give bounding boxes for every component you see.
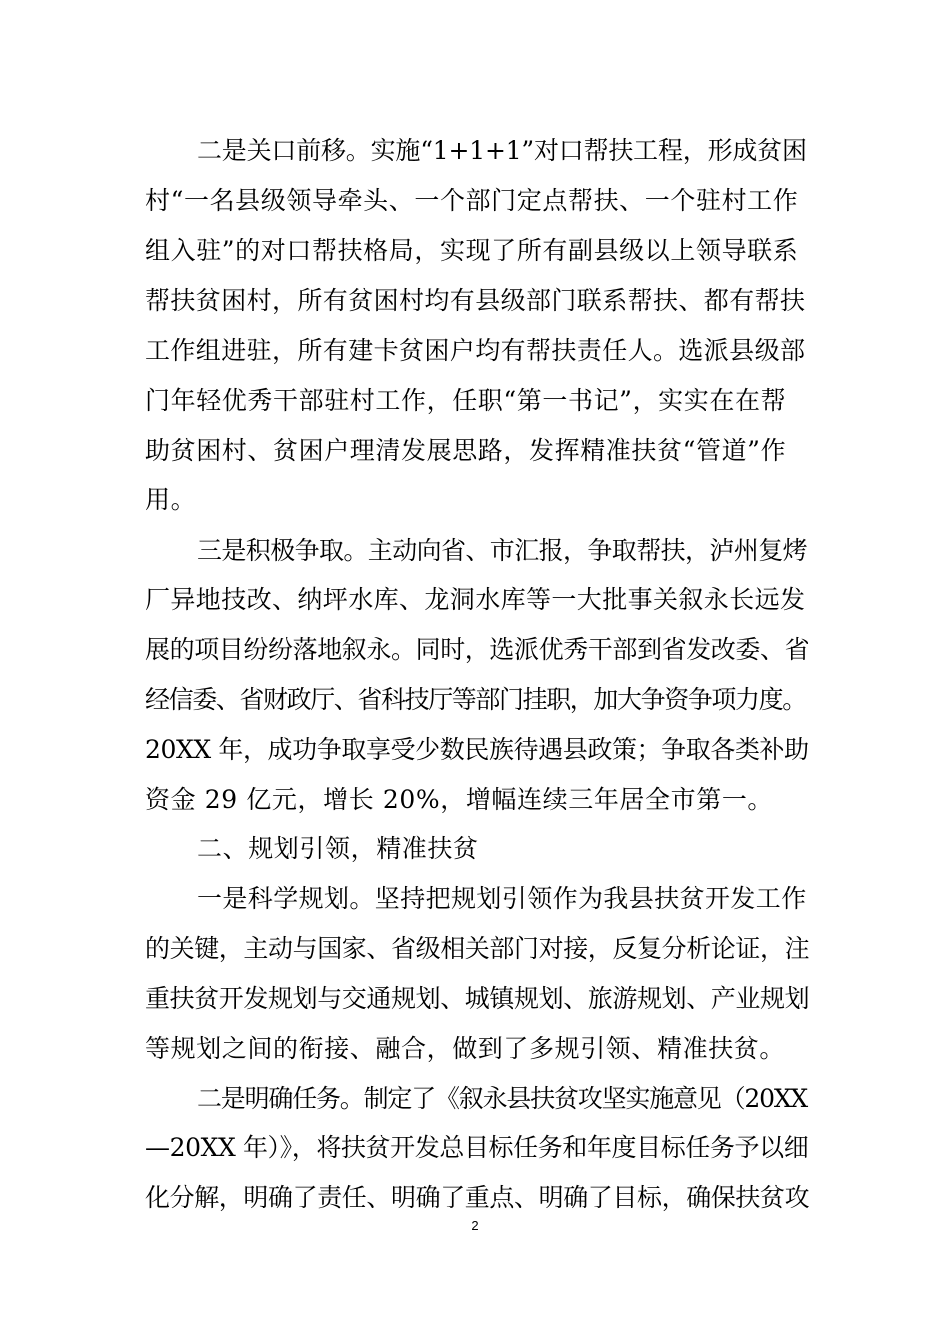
text-line: 帮扶贫困村，所有贫困村均有县级部门联系帮扶、都有帮扶 [145, 286, 806, 315]
text-line: 二是关口前移。实施“1+1+1”对口帮扶工程，形成贫困 [197, 136, 807, 165]
text-line: 20XX 年，成功争取享受少数民族待遇县政策；争取各类补助 [145, 735, 809, 764]
text-line: 村“一名县级领导牵头、一个部门定点帮扶、一个驻村工作 [145, 186, 799, 215]
text-line: 一是科学规划。坚持把规划引领作为我县扶贫开发工作 [197, 884, 807, 913]
text-line: 组入驻”的对口帮扶格局，实现了所有副县级以上领导联系 [145, 236, 799, 265]
text-line: 重扶贫开发规划与交通规划、城镇规划、旅游规划、产业规划 [145, 984, 810, 1013]
text-line: 用。 [145, 485, 197, 514]
text-line: 等规划之间的衔接、融合，做到了多规引领、精准扶贫。 [145, 1034, 786, 1063]
section-heading: 二、规划引领，精准扶贫 [197, 834, 479, 863]
text-line: 资金 29 亿元，增长 20%，增幅连续三年居全市第一。 [145, 785, 774, 814]
page-number: 2 [471, 1218, 479, 1233]
text-line: —20XX 年）》，将扶贫开发总目标任务和年度目标任务予以细 [145, 1133, 809, 1162]
text-line: 经信委、省财政厅、省科技厅等部门挂职，加大争资争项力度。 [145, 685, 806, 714]
text-line: 二是明确任务。制定了《叙永县扶贫攻坚实施意见（20XX [197, 1084, 808, 1113]
text-line: 门年轻优秀干部驻村工作，任职“第一书记”，实实在在帮 [145, 386, 787, 415]
text-line: 助贫困村、贫困户理清发展思路，发挥精准扶贫“管道”作 [145, 436, 787, 465]
text-line: 化分解，明确了责任、明确了重点、明确了目标，确保扶贫攻 [145, 1183, 810, 1212]
text-line: 三是积极争取。主动向省、市汇报，争取帮扶，泸州复烤 [197, 536, 808, 565]
text-line: 的关键，主动与国家、省级相关部门对接，反复分析论证，注 [145, 934, 810, 963]
text-line: 工作组进驻，所有建卡贫困户均有帮扶责任人。选派县级部 [145, 336, 806, 365]
text-line: 展的项目纷纷落地叙永。同时，选派优秀干部到省发改委、省 [145, 635, 810, 664]
text-line: 厂异地技改、纳坪水库、龙洞水库等一大批事关叙永长远发 [145, 585, 806, 614]
